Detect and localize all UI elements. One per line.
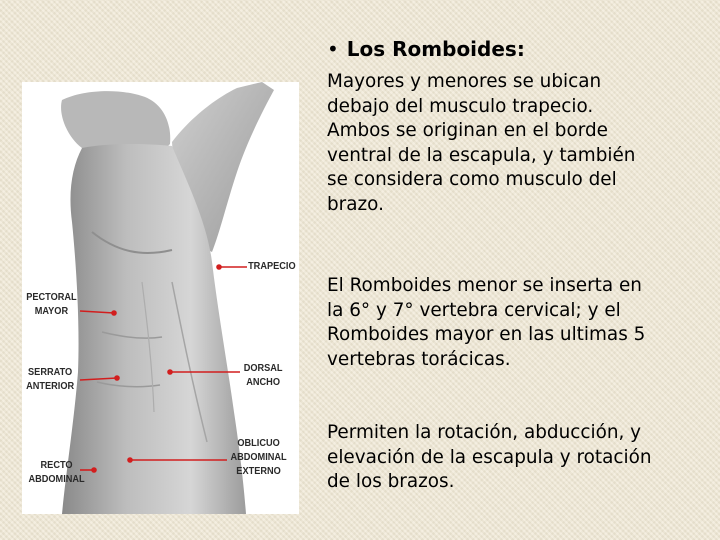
bullet-icon: • <box>327 37 339 61</box>
label-pectoral-mayor: PECTORAL MAYOR <box>26 292 77 317</box>
label-trapecio: TRAPECIO <box>248 261 296 272</box>
paragraph-function: Permiten la rotación, abducción, y elevación de la escapula y rotación de los brazos. <box>327 422 652 492</box>
label-dorsal-ancho: DORSAL ANCHO <box>243 363 283 388</box>
anatomy-figure <box>22 82 299 514</box>
text-column <box>327 34 707 492</box>
heading-title: Los Romboides: <box>346 37 525 61</box>
label-oblicuo-abdominal-externo: OBLICUO ABDOMINAL EXTERNO <box>230 438 287 477</box>
label-serrato-anterior: SERRATO ANTERIOR <box>26 367 75 392</box>
slide-heading <box>327 34 707 64</box>
paragraph-insertion: El Romboides menor se inserta en la 6° y 7° vertebra cervical; y el Romboides mayor en las ultimas 5 vertebras torácicas. <box>327 275 646 370</box>
paragraph-origin: Mayores y menores se ubican debajo del musculo trapecio. Ambos se originan en el borde ventral de la escapula, y también se considera como musculo del brazo. <box>327 71 636 215</box>
label-recto-abdominal: RECTO ABDOMINAL <box>28 460 85 485</box>
